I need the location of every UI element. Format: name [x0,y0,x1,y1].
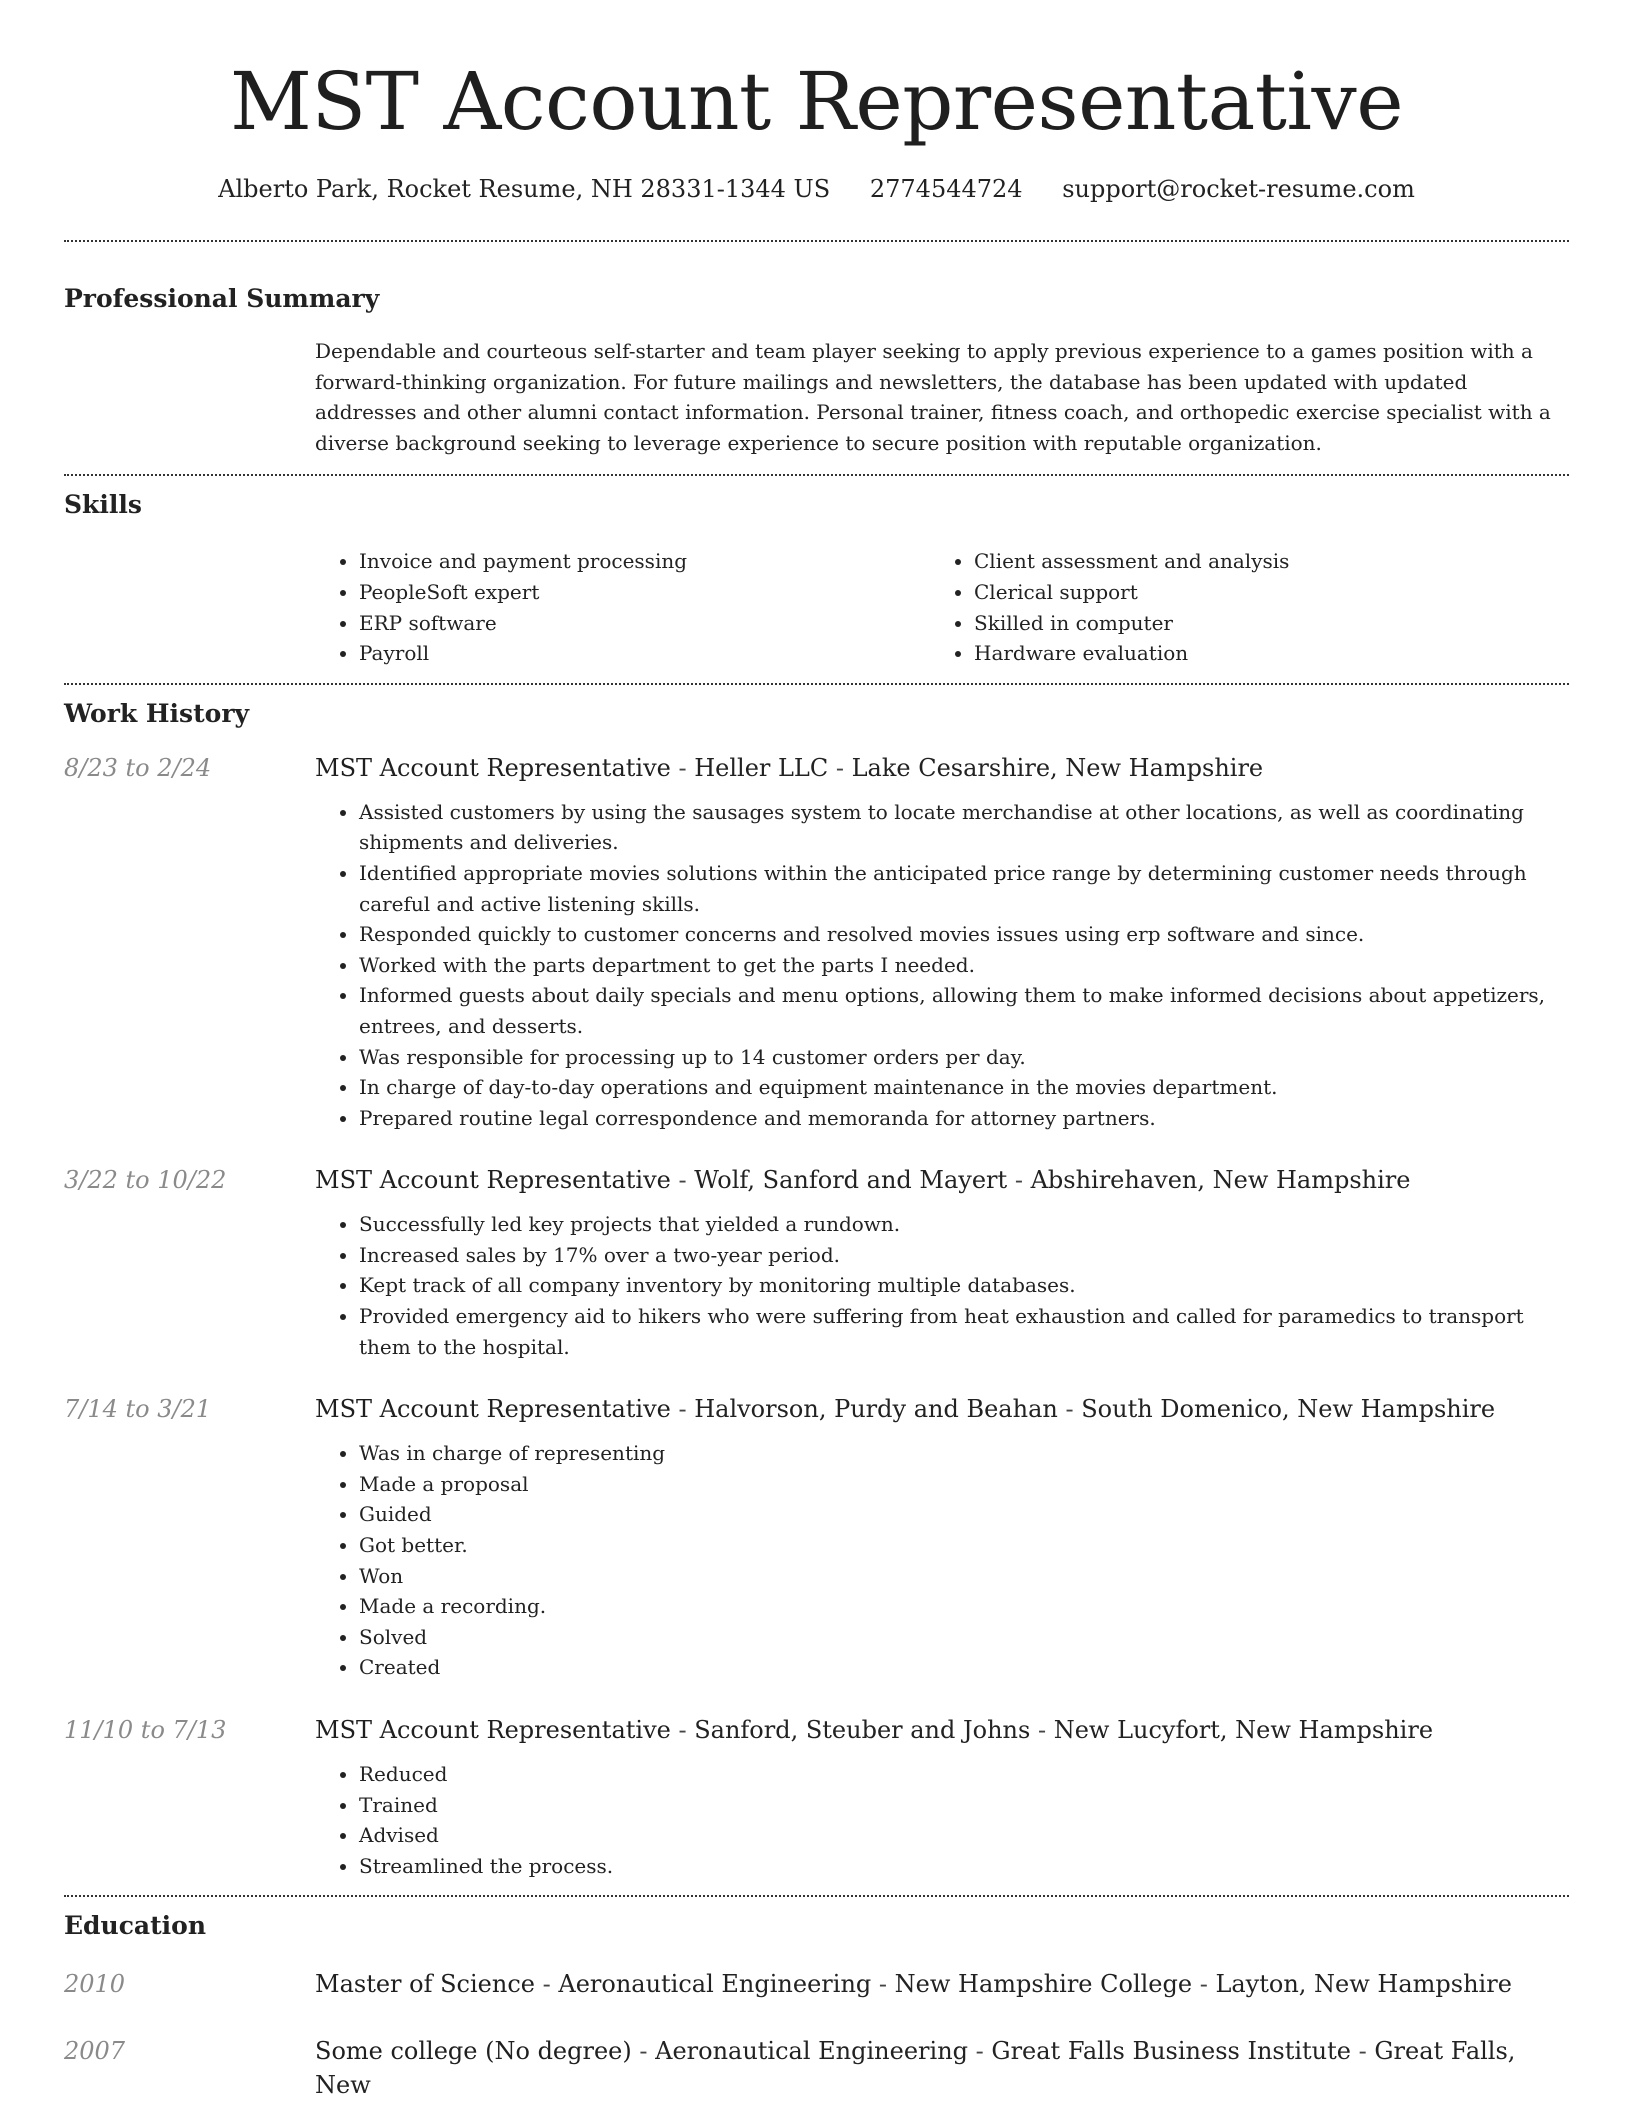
job-body [315,751,1569,1134]
skill-item: • Clerical support [974,577,1545,608]
job-heading [315,1713,1569,1747]
section-divider [64,683,1569,685]
skills-heading: Skills [64,490,142,520]
skills-list [315,546,1569,668]
job-date: 8/23 to 2/24 [64,753,212,782]
education-field: Aeronautical Engineering [655,2037,969,2066]
skill-item: • Payroll [359,638,930,669]
job-separator: - [828,753,852,782]
education-entry [64,1967,1569,2001]
job-bullet: • Assisted customers by using the sausages system to locate merchandise at other locations, as well as coordinating shipments and deliveries. [359,797,1569,858]
education-body [315,2034,1569,2102]
job-separator: - [670,1395,695,1424]
job-bullet: • Successfully led key projects that yielded a rundown. [359,1209,1569,1240]
job-location: New Lucyfort, New Hampshire [1053,1716,1434,1744]
job-bullet: • Informed guests about daily specials and menu options, allowing them to make informed decisions about appetizers, entrees, and desserts. [359,980,1569,1041]
job-heading [315,1163,1569,1197]
resume-page [64,0,1569,2102]
job-bullet: • Guided [359,1499,1569,1530]
education-school: Great Falls Business Institute [991,2037,1351,2066]
job-bullet: • Created [359,1652,1569,1683]
education-date: 2010 [64,1970,126,1999]
job-separator: - [1007,1166,1031,1195]
job-bullets [315,797,1569,1134]
job-bullet: • Won [359,1561,1569,1592]
job-bullet: • Prepared routine legal correspondence and memoranda for attorney partners. [359,1103,1569,1134]
job-separator: - [1030,1716,1054,1744]
job-body [315,1392,1569,1683]
work-heading: Work History [64,698,250,728]
summary-heading: Professional Summary [64,284,380,313]
job-heading [315,1392,1569,1426]
job-company: Heller LLC [694,753,829,782]
skill-item: • Invoice and payment processing [359,546,930,577]
job-role: MST Account Representative [315,1395,671,1424]
job-entry [64,1163,1569,1362]
education-separator: - [871,1970,895,1999]
job-location: Abshirehaven, New Hampshire [1030,1166,1411,1195]
skill-item: • ERP software [359,608,930,639]
education-heading-line [315,2034,1569,2102]
job-bullet: • Provided emergency aid to hikers who were suffering from heat exhaustion and called for paramedics to transport them to the hospital. [359,1301,1569,1362]
job-date: 3/22 to 10/22 [64,1166,227,1195]
education-separator: - [968,2037,992,2066]
job-separator: - [670,1166,695,1195]
education-separator: - [1192,1970,1216,1999]
job-bullet: • Identified appropriate movies solutions within the anticipated price range by determining customer needs through careful and active listening skills. [359,858,1569,919]
job-separator: - [1057,1395,1082,1424]
education-field: Aeronautical Engineering [558,1970,872,1999]
job-bullet: • Trained [359,1790,1569,1821]
job-bullet: • Worked with the parts department to get the parts I needed. [359,950,1569,981]
job-bullets [315,1759,1569,1881]
job-bullet: • Got better. [359,1530,1569,1561]
job-date: 11/10 to 7/13 [64,1716,227,1744]
education-heading: Education [64,1911,207,1941]
job-bullet: • Increased sales by 17% over a two-year period. [359,1240,1569,1271]
education-location: Great Falls, New [315,2037,1516,2100]
education-date: 2007 [64,2037,126,2066]
contact-email: support@rocket-resume.com [1062,175,1415,203]
skill-item: • Skilled in computer [974,608,1545,639]
job-bullet: • Responded quickly to customer concerns and resolved movies issues using erp software and since. [359,919,1569,950]
skills-column-left [315,546,930,668]
education-heading-line [315,1967,1569,2001]
education-entry [64,2034,1569,2102]
contact-address: Alberto Park, Rocket Resume, NH 28331-1344 US [218,175,831,203]
job-bullet: • In charge of day-to-day operations and equipment maintenance in the movies department. [359,1072,1569,1103]
job-company: Wolf, Sanford and Mayert [694,1166,1008,1195]
job-bullet: • Advised [359,1820,1569,1851]
job-separator: - [670,1716,695,1744]
job-bullet: • Made a recording. [359,1591,1569,1622]
job-bullet: • Solved [359,1622,1569,1653]
job-body [315,1713,1569,1881]
job-bullet: • Was responsible for processing up to 14 customer orders per day. [359,1042,1569,1073]
job-bullet: • Was in charge of representing [359,1438,1569,1469]
skills-column-right [930,546,1545,668]
education-school: New Hampshire College [894,1970,1193,1999]
job-role: MST Account Representative [315,1166,671,1195]
contact-line [64,172,1569,206]
section-divider [64,474,1569,476]
education-degree: Some college (No degree) [315,2037,632,2066]
education-separator: - [631,2037,656,2066]
contact-phone: 2774544724 [869,175,1023,203]
education-body [315,1967,1569,2001]
education-location: Layton, New Hampshire [1215,1970,1512,1999]
skill-item: • Hardware evaluation [974,638,1545,669]
job-bullets [315,1438,1569,1683]
job-role: MST Account Representative [315,753,671,782]
job-bullet: • Reduced [359,1759,1569,1790]
job-separator: - [670,753,695,782]
education-degree: Master of Science [315,1970,535,1999]
job-location: South Domenico, New Hampshire [1081,1395,1496,1424]
section-divider [64,1895,1569,1897]
job-bullet: • Streamlined the process. [359,1851,1569,1882]
education-separator: - [534,1970,559,1999]
job-body [315,1163,1569,1362]
skill-item: • PeopleSoft expert [359,577,930,608]
resume-title: MST Account Representative [229,55,1404,148]
section-divider [64,240,1569,242]
job-heading [315,751,1569,785]
job-location: Lake Cesarshire, New Hampshire [851,753,1264,782]
job-bullet: • Kept track of all company inventory by monitoring multiple databases. [359,1270,1569,1301]
job-bullets [315,1209,1569,1362]
job-company: Sanford, Steuber and Johns [694,1716,1031,1744]
education-separator: - [1350,2037,1375,2066]
job-date: 7/14 to 3/21 [64,1395,212,1424]
job-role: MST Account Representative [315,1716,671,1744]
summary-text: Dependable and courteous self-starter and team player seeking to apply previous experience to a games position with a forward-thinking organization. For future mailings and newsletters, the database has been updated with updated addresses and other alumni contact information. Personal trainer, fitness coach, and orthopedic exercise specialist with a diverse background seeking to leverage experience to secure position with reputable organization. [315,339,1551,455]
skill-item: • Client assessment and analysis [974,546,1545,577]
job-bullet: • Made a proposal [359,1469,1569,1500]
job-company: Halvorson, Purdy and Beahan [694,1395,1058,1424]
job-entry [64,751,1569,1134]
job-entry [64,1392,1569,1683]
job-entry [64,1713,1569,1881]
